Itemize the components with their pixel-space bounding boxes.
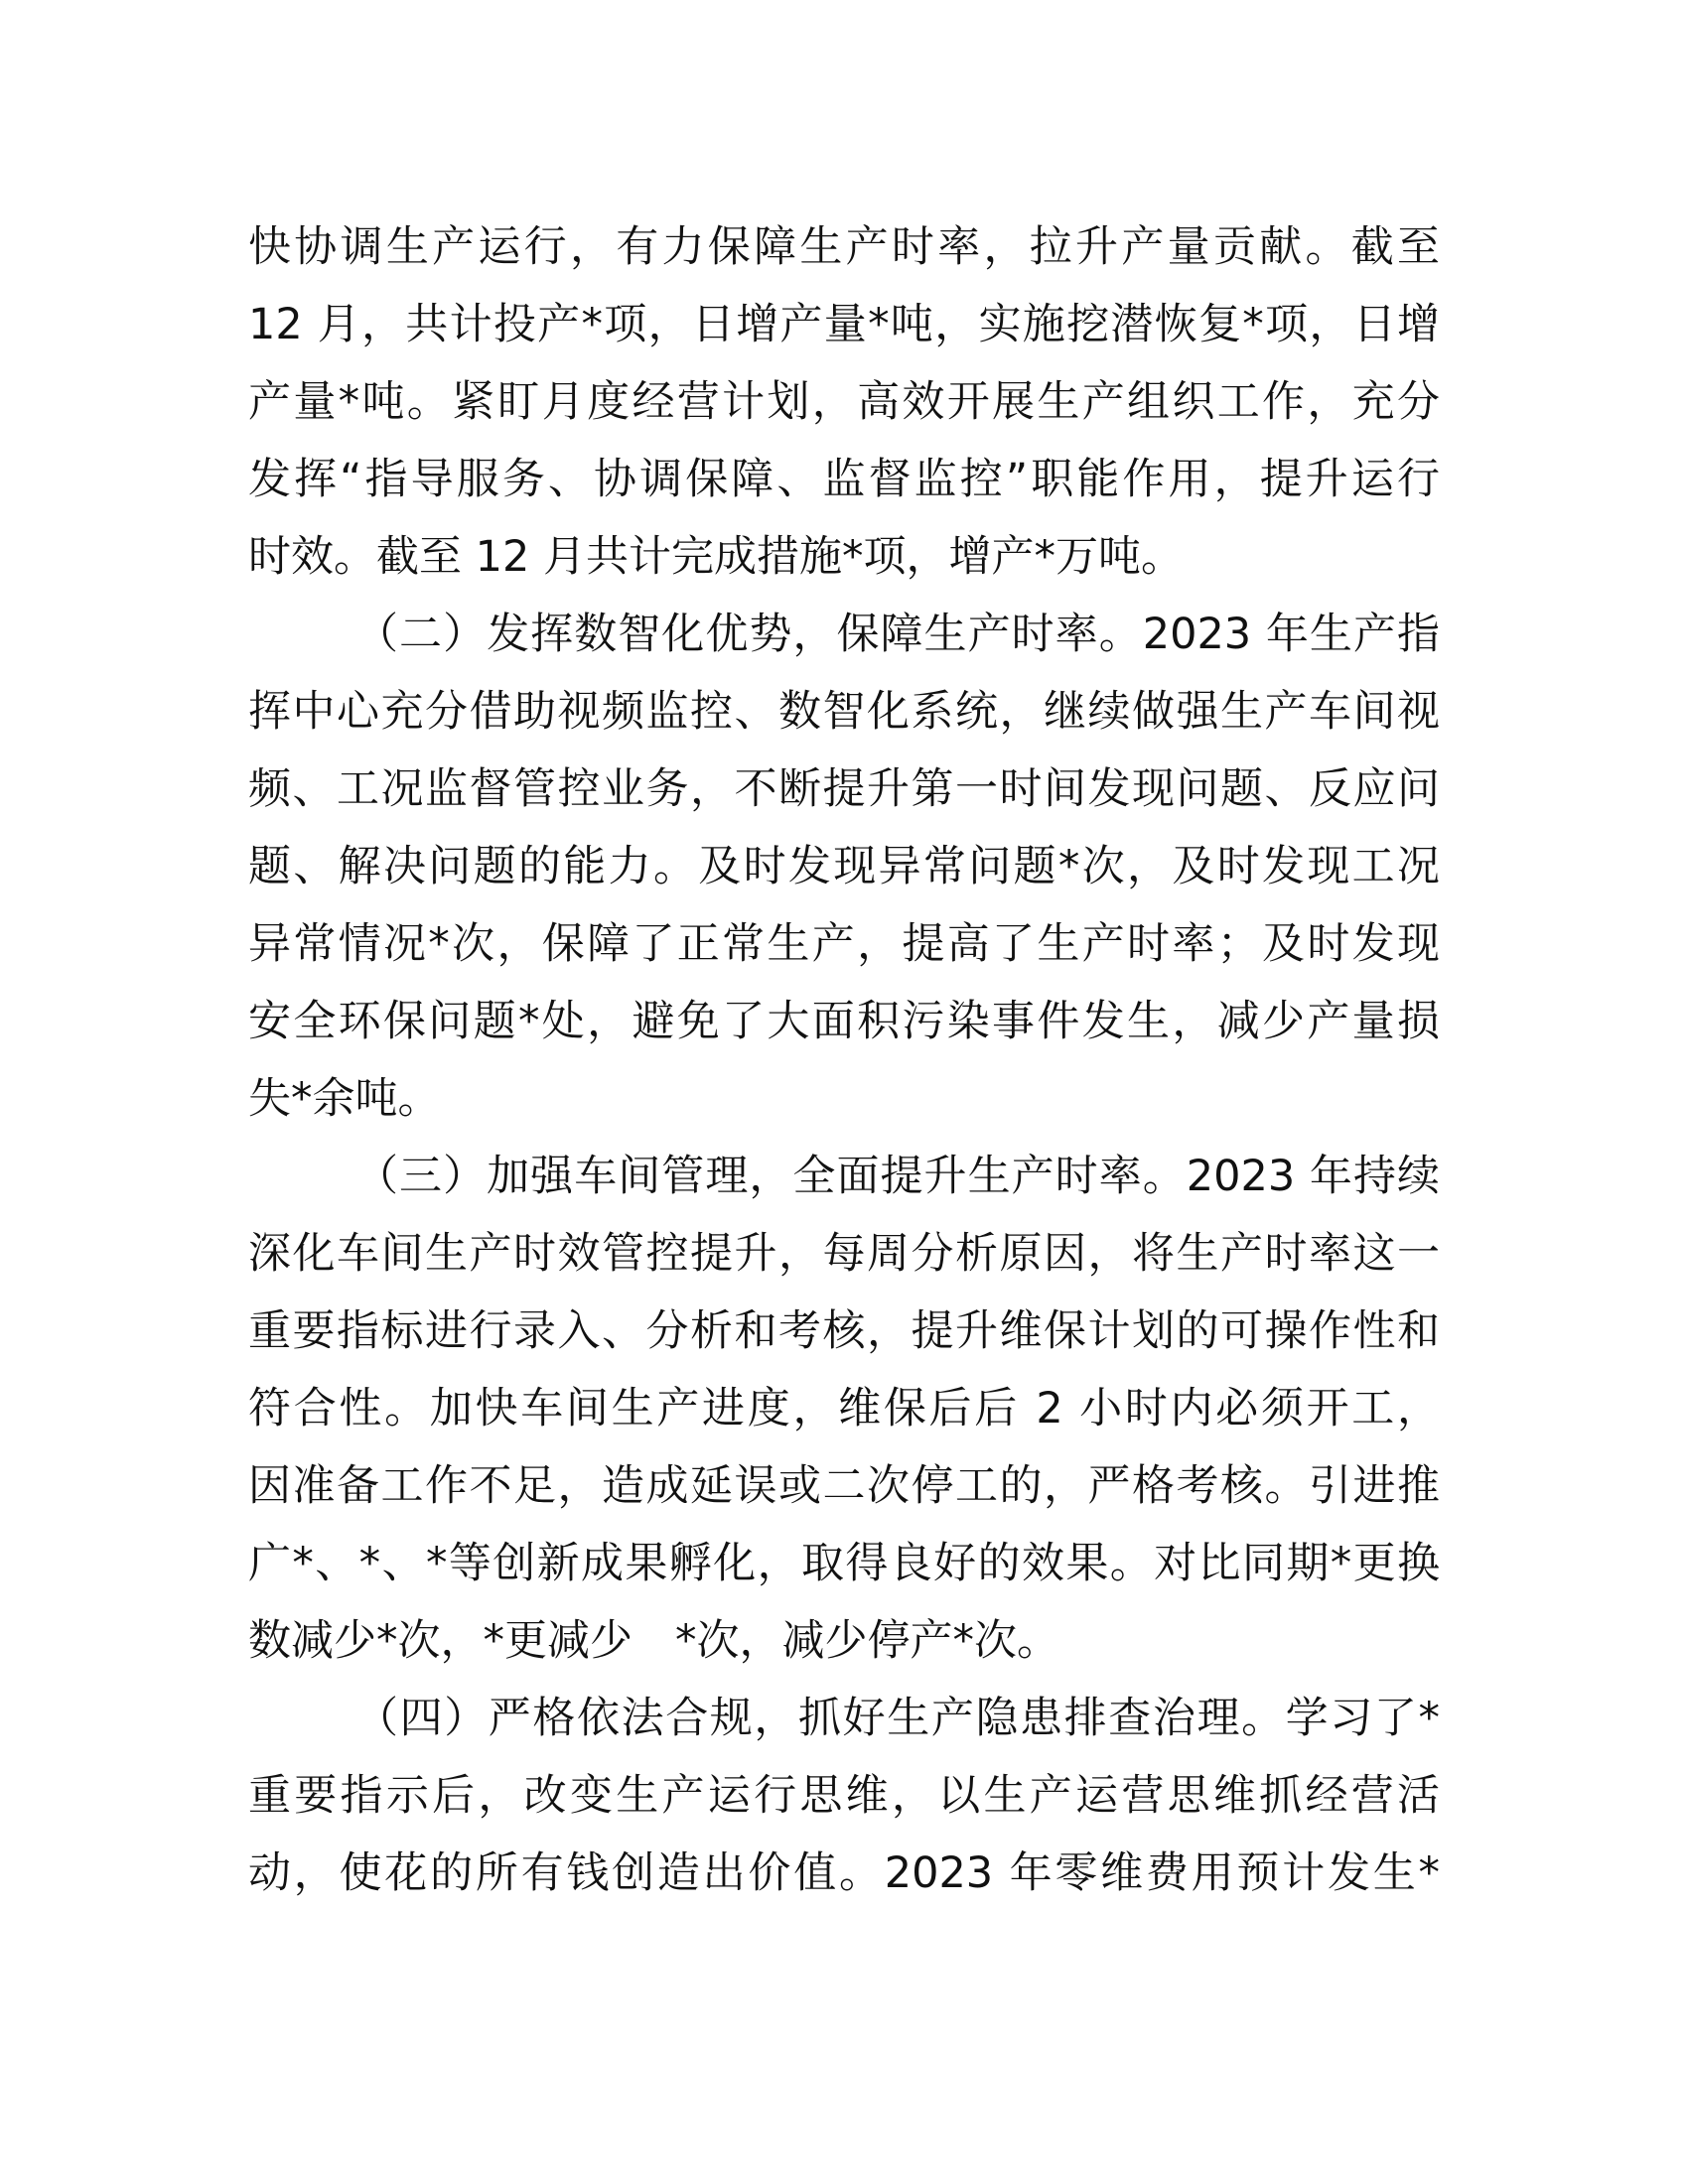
- paragraph-line: 重要指示后，改变生产运行思维，以生产运营思维抓经营活: [248, 1771, 1440, 1821]
- paragraph-line: 重要指标进行录入、分析和考核，提升维保计划的可操作性和: [248, 1306, 1440, 1356]
- paragraph-line: 时效。截至 12 月共计完成措施*项，增产*万吨。: [248, 532, 1185, 582]
- paragraph-line: 题、解决问题的能力。及时发现异常问题*次，及时发现工况: [248, 842, 1440, 891]
- paragraph-line: （四）严格依法合规，抓好生产隐患排查治理。学习了*: [355, 1694, 1440, 1743]
- paragraph-2: [248, 596, 1440, 1138]
- paragraph-line: 挥中心充分借助视频监控、数智化系统，继续做强生产车间视: [248, 687, 1440, 737]
- paragraph-4: [248, 1680, 1440, 1912]
- paragraph-line: 产量*吨。紧盯月度经营计划，高效开展生产组织工作，充分: [248, 377, 1440, 427]
- paragraph-line: 深化车间生产时效管控提升，每周分析原因，将生产时率这一: [248, 1229, 1440, 1279]
- paragraph-line: 符合性。加快车间生产进度，维保后后 2 小时内必须开工，: [248, 1384, 1440, 1433]
- paragraph-1: [248, 208, 1440, 596]
- paragraph-line: 快协调生产运行，有力保障生产时率，拉升产量贡献。截至: [248, 222, 1440, 272]
- paragraph-line: 因准备工作不足，造成延误或二次停工的，严格考核。引进推: [248, 1461, 1440, 1511]
- paragraph-line: 频、工况监督管控业务，不断提升第一时间发现问题、反应问: [248, 764, 1440, 814]
- paragraph-line: 广*、*、*等创新成果孵化，取得良好的效果。对比同期*更换: [248, 1539, 1440, 1588]
- paragraph-line: 发挥“指导服务、协调保障、监督监控”职能作用，提升运行: [248, 455, 1440, 504]
- paragraph-line: 安全环保问题*处，避免了大面积污染事件发生，减少产量损: [248, 997, 1440, 1046]
- paragraph-3: [248, 1138, 1440, 1680]
- paragraph-line: 12 月，共计投产*项，日增产量*吨，实施挖潜恢复*项，日增: [248, 300, 1440, 349]
- paragraph-line: 动，使花的所有钱创造出价值。2023 年零维费用预计发生*: [248, 1848, 1440, 1898]
- paragraph-line: 失*余吨。: [248, 1074, 441, 1124]
- paragraph-line: 数减少*次，*更减少 *次，减少停产*次。: [248, 1616, 1059, 1666]
- paragraph-line: 异常情况*次，保障了正常生产，提高了生产时率；及时发现: [248, 919, 1440, 969]
- document-body: [248, 208, 1440, 1912]
- paragraph-line: （三）加强车间管理，全面提升生产时率。2023 年持续: [355, 1152, 1440, 1201]
- paragraph-line: （二）发挥数智化优势，保障生产时率。2023 年生产指: [355, 610, 1440, 659]
